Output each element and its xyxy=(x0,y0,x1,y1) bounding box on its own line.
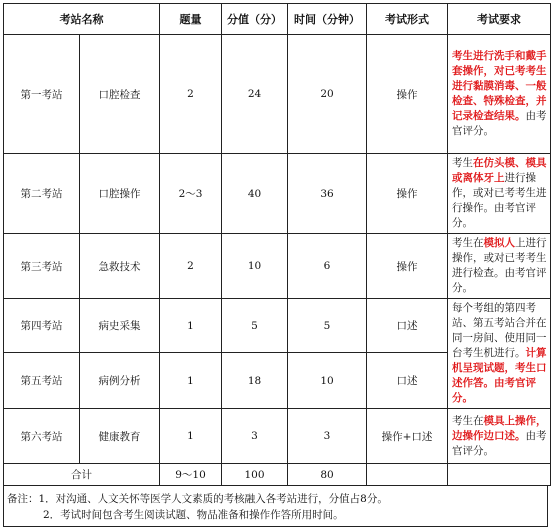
score-cell: 5 xyxy=(222,299,288,353)
station-name-cell: 口腔操作 xyxy=(80,154,160,234)
table-row xyxy=(4,234,551,299)
station-name-cell: 口腔检查 xyxy=(80,35,160,154)
table-row xyxy=(4,299,551,353)
exam-table-container xyxy=(3,3,550,527)
requirement-cell xyxy=(448,234,551,299)
total-row xyxy=(4,464,551,486)
note-line-1: 备注：1．对沟通、人文关怀等医学人文素质的考核融入各考站进行，分值占8分。 xyxy=(7,493,388,505)
total-form-empty xyxy=(367,464,448,486)
requirement-highlight: 模具上操作，边操作边口述。 xyxy=(452,414,547,442)
requirement-cell xyxy=(448,154,551,234)
total-label: 合计 xyxy=(4,464,160,486)
requirement-text: 每个考组的第四考站、第五考站合并在同一房间、使用同一台考生机进行。 xyxy=(452,302,547,359)
form-cell: 口述 xyxy=(367,353,448,409)
score-cell: 10 xyxy=(222,234,288,299)
requirement-text: 上进行操作，或对已考考生进行检查。由考官评分。 xyxy=(452,237,547,294)
requirement-text: 进行操作，或对已考考生进行操作。由考官评分。 xyxy=(452,172,547,229)
total-qty: 9～10 xyxy=(160,464,222,486)
requirement-text: 考生 xyxy=(452,157,473,169)
form-cell: 操作 xyxy=(367,35,448,154)
time-cell: 20 xyxy=(288,35,367,154)
requirement-cell xyxy=(448,409,551,464)
station-name-cell: 病例分析 xyxy=(80,353,160,409)
time-cell: 6 xyxy=(288,234,367,299)
station-name-cell: 病史采集 xyxy=(80,299,160,353)
header-requirement: 考试要求 xyxy=(448,4,551,35)
header-time: 时间（分钟） xyxy=(288,4,367,35)
station-cell: 第一考站 xyxy=(4,35,80,154)
requirement-highlight: 计算机呈现试题，考生口述作答。由考官评分。 xyxy=(452,347,547,404)
table-row xyxy=(4,409,551,464)
station-cell: 第三考站 xyxy=(4,234,80,299)
station-name-cell: 急救技术 xyxy=(80,234,160,299)
requirement-highlight: 考生进行洗手和戴手套操作，对已考考生进行黏膜消毒、一般检查、特殊检查，并记录检查结果。 xyxy=(452,50,547,122)
requirement-highlight: 模拟人 xyxy=(483,237,515,249)
score-cell: 3 xyxy=(222,409,288,464)
requirement-text: 由考官评分。 xyxy=(452,429,547,457)
qty-cell: 1 xyxy=(160,353,222,409)
qty-cell: 1 xyxy=(160,299,222,353)
time-cell: 10 xyxy=(288,353,367,409)
time-cell: 5 xyxy=(288,299,367,353)
score-cell: 18 xyxy=(222,353,288,409)
requirement-cell-merged xyxy=(448,299,551,409)
time-cell: 3 xyxy=(288,409,367,464)
notes-block xyxy=(3,486,548,527)
total-score: 100 xyxy=(222,464,288,486)
header-station: 考站名称 xyxy=(4,4,160,35)
station-cell: 第二考站 xyxy=(4,154,80,234)
table-row xyxy=(4,35,551,154)
header-score: 分值（分） xyxy=(222,4,288,35)
requirement-cell xyxy=(448,35,551,154)
qty-cell: 2 xyxy=(160,234,222,299)
station-name-cell: 健康教育 xyxy=(80,409,160,464)
qty-cell: 1 xyxy=(160,409,222,464)
note-line-2: 2．考试时间包含考生阅读试题、物品准备和操作作答所用时间。 xyxy=(43,509,344,521)
form-cell: 操作 xyxy=(367,234,448,299)
station-cell: 第四考站 xyxy=(4,299,80,353)
form-cell: 口述 xyxy=(367,299,448,353)
score-cell: 24 xyxy=(222,35,288,154)
station-cell: 第六考站 xyxy=(4,409,80,464)
exam-station-table xyxy=(3,3,551,486)
score-cell: 40 xyxy=(222,154,288,234)
table-row xyxy=(4,154,551,234)
qty-cell: 2～3 xyxy=(160,154,222,234)
header-form: 考试形式 xyxy=(367,4,448,35)
station-cell: 第五考站 xyxy=(4,353,80,409)
header-qty: 题量 xyxy=(160,4,222,35)
requirement-text: 由考官评分。 xyxy=(452,110,547,137)
qty-cell: 2 xyxy=(160,35,222,154)
requirement-text: 考生在 xyxy=(452,237,484,249)
time-cell: 36 xyxy=(288,154,367,234)
form-cell: 操作 xyxy=(367,154,448,234)
requirement-highlight: 在仿头模、模具或离体牙上 xyxy=(452,157,547,184)
total-req-empty xyxy=(448,464,551,486)
header-row xyxy=(4,4,551,35)
total-time: 80 xyxy=(288,464,367,486)
requirement-text: 考生在 xyxy=(452,414,484,427)
form-cell: 操作+口述 xyxy=(367,409,448,464)
